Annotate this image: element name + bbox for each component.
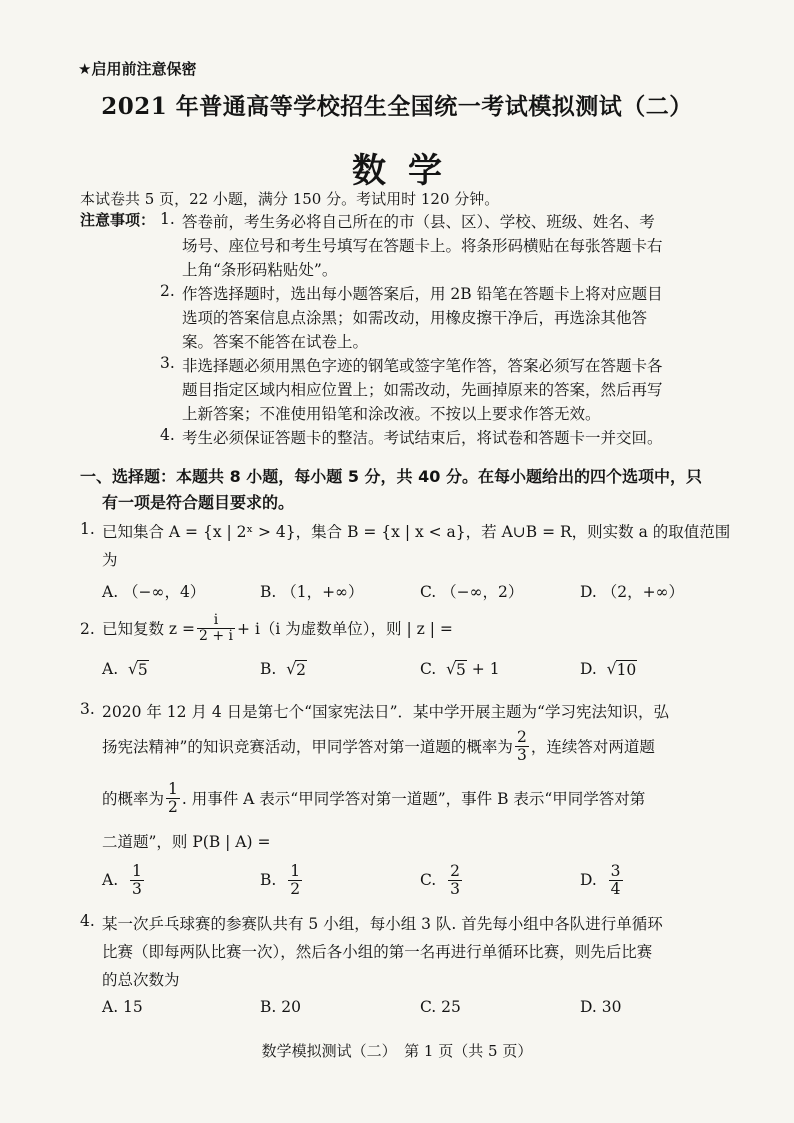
option-label: D. [580,660,597,678]
fraction-denominator: 3 [450,879,460,898]
option-label: B. [260,660,277,678]
option-a: A. 15 [102,998,143,1016]
question-text: 2020 年 12 月 4 日是第七个“国家宪法日”．某中学开展主题为“学习宪法知识，弘 [102,703,669,721]
question-text: 某一次乒乓球赛的参赛队共有 5 小组，每小组 3 队. 首先每小组中各队进行单循环 [102,915,663,933]
question-text: 已知集合 A = {x | 2ˣ > 4}，集合 B = {x | x < a}，若 A∪B = R，则实数 a 的取值范围 [102,523,731,541]
option-label: A. [102,660,119,678]
fraction [197,613,235,643]
subject-title: 数学 [352,151,464,191]
fraction-numerator: 1 [168,780,178,799]
note-number: 2. [160,282,175,300]
radicand: 5 [137,661,148,679]
note-number: 1. [160,210,175,228]
option-c: C. （−∞，2） [420,583,524,601]
option-d: D. （2，+∞） [580,583,684,601]
question-text: 比赛（即每两队比赛一次），然后各小组的第一名再进行单循环比赛，则先后比赛 [102,943,653,961]
question-number: 2. [80,620,95,638]
q3-line2-prefix: 扬宪法精神”的知识竞赛活动，甲同学答对第一道题的概率为 [102,738,513,756]
option-b: B. 20 [260,998,301,1016]
q3-line3-prefix: 的概率为 [102,790,165,808]
fraction [609,863,623,897]
option-label: C. [420,660,437,678]
fraction [130,863,144,897]
note-line: 作答选择题时，选出每小题答案后，用 2B 铅笔在答题卡上将对应题目 [182,285,663,303]
question-number: 4. [80,912,95,930]
option-d: D. 30 [580,998,622,1016]
note-number: 3. [160,354,175,372]
section-heading-cont: 有一项是符合题目要求的。 [102,493,295,512]
section-heading: 一、选择题：本题共 8 小题，每小题 5 分，共 40 分。在每小题给出的四个选项中，只 [80,467,702,486]
option-label: D. [580,871,597,889]
question-number: 1. [80,520,95,538]
fraction-denominator: 3 [516,745,527,764]
fraction-denominator: 2 [168,797,178,816]
option-b: B. （1，+∞） [260,583,364,601]
note-line: 案。答案不能答在试卷上。 [182,333,369,351]
note-line: 考生必须保证答题卡的整洁。考试结束后，将试卷和答题卡一并交回。 [182,429,663,447]
option-a [102,858,146,902]
sqrt: √ 10 [606,660,637,679]
note-number: 4. [160,426,175,444]
radicand: 2 [296,661,306,679]
option-label: B. [260,871,277,889]
q2-prefix: 已知复数 z = [102,620,196,638]
secret-notice: ★启用前注意保密 [78,60,197,78]
fraction [288,863,302,897]
fraction-numerator: 1 [290,862,301,881]
question-text: 为 [102,551,118,569]
question-text [102,776,645,820]
q3-line2-suffix: ，连续答对两道题 [530,738,655,756]
question-text [102,608,453,648]
fraction-numerator: 2 [516,728,527,747]
fraction-denominator: 2 + i [199,627,234,644]
note-line: 场号、座位号和考生号填写在答题卡上。将条形码横贴在每张答题卡右 [182,237,663,255]
question-text: 二道题”，则 P(B | A) = [102,833,271,851]
question-text [102,724,655,768]
option-d [580,858,625,902]
q3-line3-suffix: . 用事件 A 表示“甲同学答对第一道题”，事件 B 表示“甲同学答对第 [181,790,646,808]
note-line: 非选择题必须用黑色字迹的钢笔或签字笔作答，答案必须写在答题卡各 [182,357,663,375]
fraction-denominator: 4 [610,879,621,898]
option-a [102,660,149,679]
fraction-denominator: 2 [290,879,301,898]
option-c [420,858,464,902]
fraction [448,863,462,897]
note-line: 上新答案；不准使用铅笔和涂改液。不按以上要求作答无效。 [182,405,601,423]
note-line: 题目指定区域内相应位置上；如需改动，先画掉原来的答案，然后再写 [182,381,663,399]
question-number: 3. [80,700,95,718]
option-b [260,660,307,679]
option-c [420,660,500,679]
fraction [515,729,529,763]
option-label: A. [102,871,119,889]
note-line: 答卷前，考生务必将自己所在的市（县、区）、学校、班级、姓名、考 [182,213,655,231]
option-b [260,858,304,902]
radicand: 5 [455,661,466,679]
notes-label: 注意事项： [80,211,156,229]
option-suffix: + 1 [471,660,500,678]
fraction-numerator: i [213,611,219,628]
fraction-numerator: 1 [131,862,142,881]
sqrt: √ 2 [286,660,306,679]
fraction [166,781,180,815]
question-text: 的总次数为 [102,971,180,989]
note-line: 选项的答案信息点涂黑；如需改动，用橡皮擦干净后，再选涂其他答 [182,309,648,327]
fraction-numerator: 2 [450,862,460,881]
radicand: 10 [616,661,637,679]
q2-suffix: + i（i 为虚数单位），则 | z | = [237,620,453,638]
intro-text: 本试卷共 5 页，22 小题，满分 150 分。考试用时 120 分钟。 [80,190,500,208]
fraction-denominator: 3 [131,879,142,898]
fraction-numerator: 3 [610,862,621,881]
sqrt: √ 5 [446,660,466,679]
option-label: C. [420,871,437,889]
option-a: A. （−∞，4） [102,583,206,601]
page-footer: 数学模拟测试（二） 第 1 页（共 5 页） [261,1042,533,1060]
option-d [580,660,637,679]
option-c: C. 25 [420,998,461,1016]
sqrt: √ 5 [127,660,148,679]
note-line: 上角“条形码粘贴处”。 [182,261,338,279]
exam-title: 2021 年普通高等学校招生全国统一考试模拟测试（二） [101,93,693,120]
